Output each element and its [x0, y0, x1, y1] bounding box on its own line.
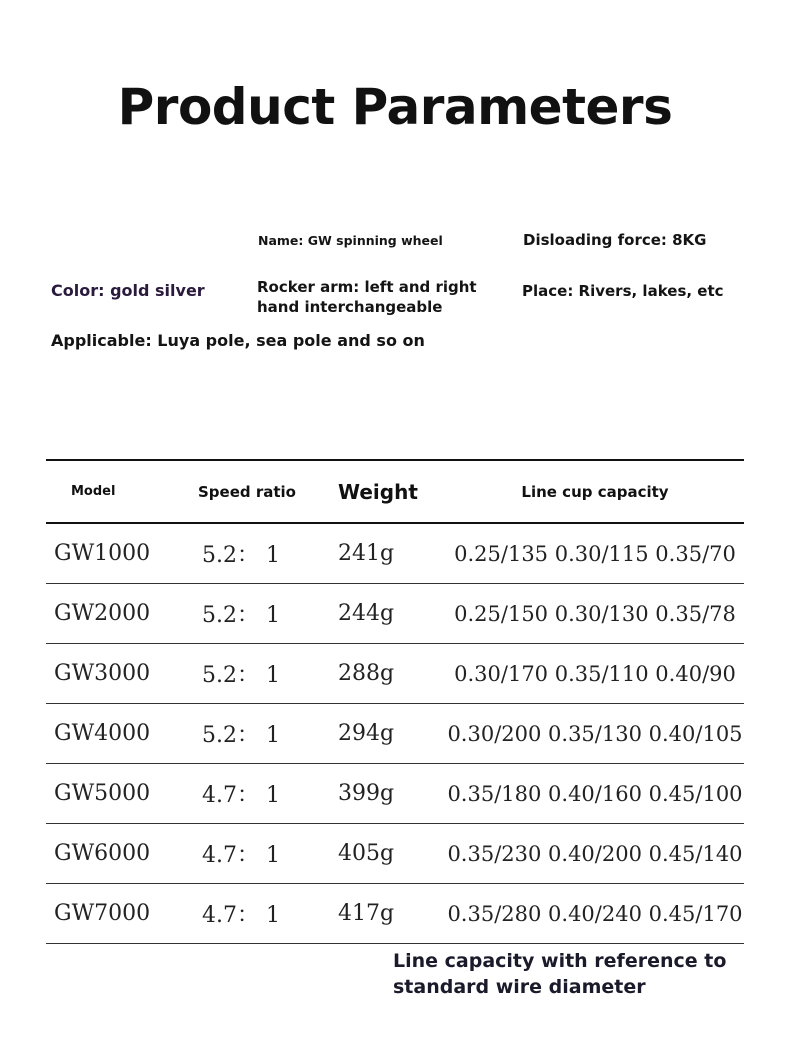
cell-model: GW2000	[46, 584, 198, 644]
footnote	[393, 948, 773, 1000]
cell-speed-ratio: 4.7： 1	[198, 824, 338, 884]
table-row	[46, 584, 744, 644]
cell-line-cup-capacity: 0.35/280 0.40/240 0.45/170	[446, 884, 744, 944]
cell-weight: 244g	[338, 584, 446, 644]
spec-rocker-arm	[257, 277, 477, 317]
cell-model: GW5000	[46, 764, 198, 824]
cell-speed-ratio: 5.2： 1	[198, 704, 338, 764]
cell-speed-ratio: 4.7： 1	[198, 884, 338, 944]
table-row	[46, 764, 744, 824]
cell-weight: 405g	[338, 824, 446, 884]
cell-line-cup-capacity: 0.30/200 0.35/130 0.40/105	[446, 704, 744, 764]
header-speed-ratio: Speed ratio	[198, 460, 338, 523]
cell-weight: 241g	[338, 523, 446, 584]
spec-rocker-arm-line2: hand interchangeable	[257, 298, 443, 316]
cell-weight: 417g	[338, 884, 446, 944]
spec-place: Place: Rivers, lakes, etc	[522, 282, 724, 300]
table-row	[46, 523, 744, 584]
footnote-line1: Line capacity with reference to	[393, 950, 727, 972]
header-line-cup-capacity: Line cup capacity	[446, 460, 744, 523]
spec-disloading-force: Disloading force: 8KG	[523, 231, 707, 249]
cell-line-cup-capacity: 0.35/230 0.40/200 0.45/140	[446, 824, 744, 884]
header-model: Model	[46, 460, 198, 523]
spec-rocker-arm-line1: Rocker arm: left and right	[257, 278, 477, 296]
table-row	[46, 644, 744, 704]
header-weight: Weight	[338, 460, 446, 523]
cell-model: GW6000	[46, 824, 198, 884]
parameters-table	[46, 459, 744, 944]
cell-weight: 288g	[338, 644, 446, 704]
table-row	[46, 884, 744, 944]
cell-speed-ratio: 5.2： 1	[198, 644, 338, 704]
footnote-line2: standard wire diameter	[393, 976, 646, 998]
cell-model: GW4000	[46, 704, 198, 764]
cell-line-cup-capacity: 0.35/180 0.40/160 0.45/100	[446, 764, 744, 824]
cell-weight: 399g	[338, 764, 446, 824]
cell-line-cup-capacity: 0.25/150 0.30/130 0.35/78	[446, 584, 744, 644]
table-row	[46, 704, 744, 764]
cell-speed-ratio: 5.2： 1	[198, 584, 338, 644]
cell-model: GW1000	[46, 523, 198, 584]
spec-color: Color: gold silver	[51, 281, 205, 300]
cell-model: GW3000	[46, 644, 198, 704]
spec-applicable: Applicable: Luya pole, sea pole and so on	[51, 331, 425, 350]
cell-model: GW7000	[46, 884, 198, 944]
cell-line-cup-capacity: 0.25/135 0.30/115 0.35/70	[446, 523, 744, 584]
table-header-row	[46, 460, 744, 523]
table-row	[46, 824, 744, 884]
spec-name: Name: GW spinning wheel	[258, 233, 443, 248]
page-title: Product Parameters	[117, 78, 673, 136]
cell-weight: 294g	[338, 704, 446, 764]
cell-line-cup-capacity: 0.30/170 0.35/110 0.40/90	[446, 644, 744, 704]
cell-speed-ratio: 4.7： 1	[198, 764, 338, 824]
cell-speed-ratio: 5.2： 1	[198, 523, 338, 584]
